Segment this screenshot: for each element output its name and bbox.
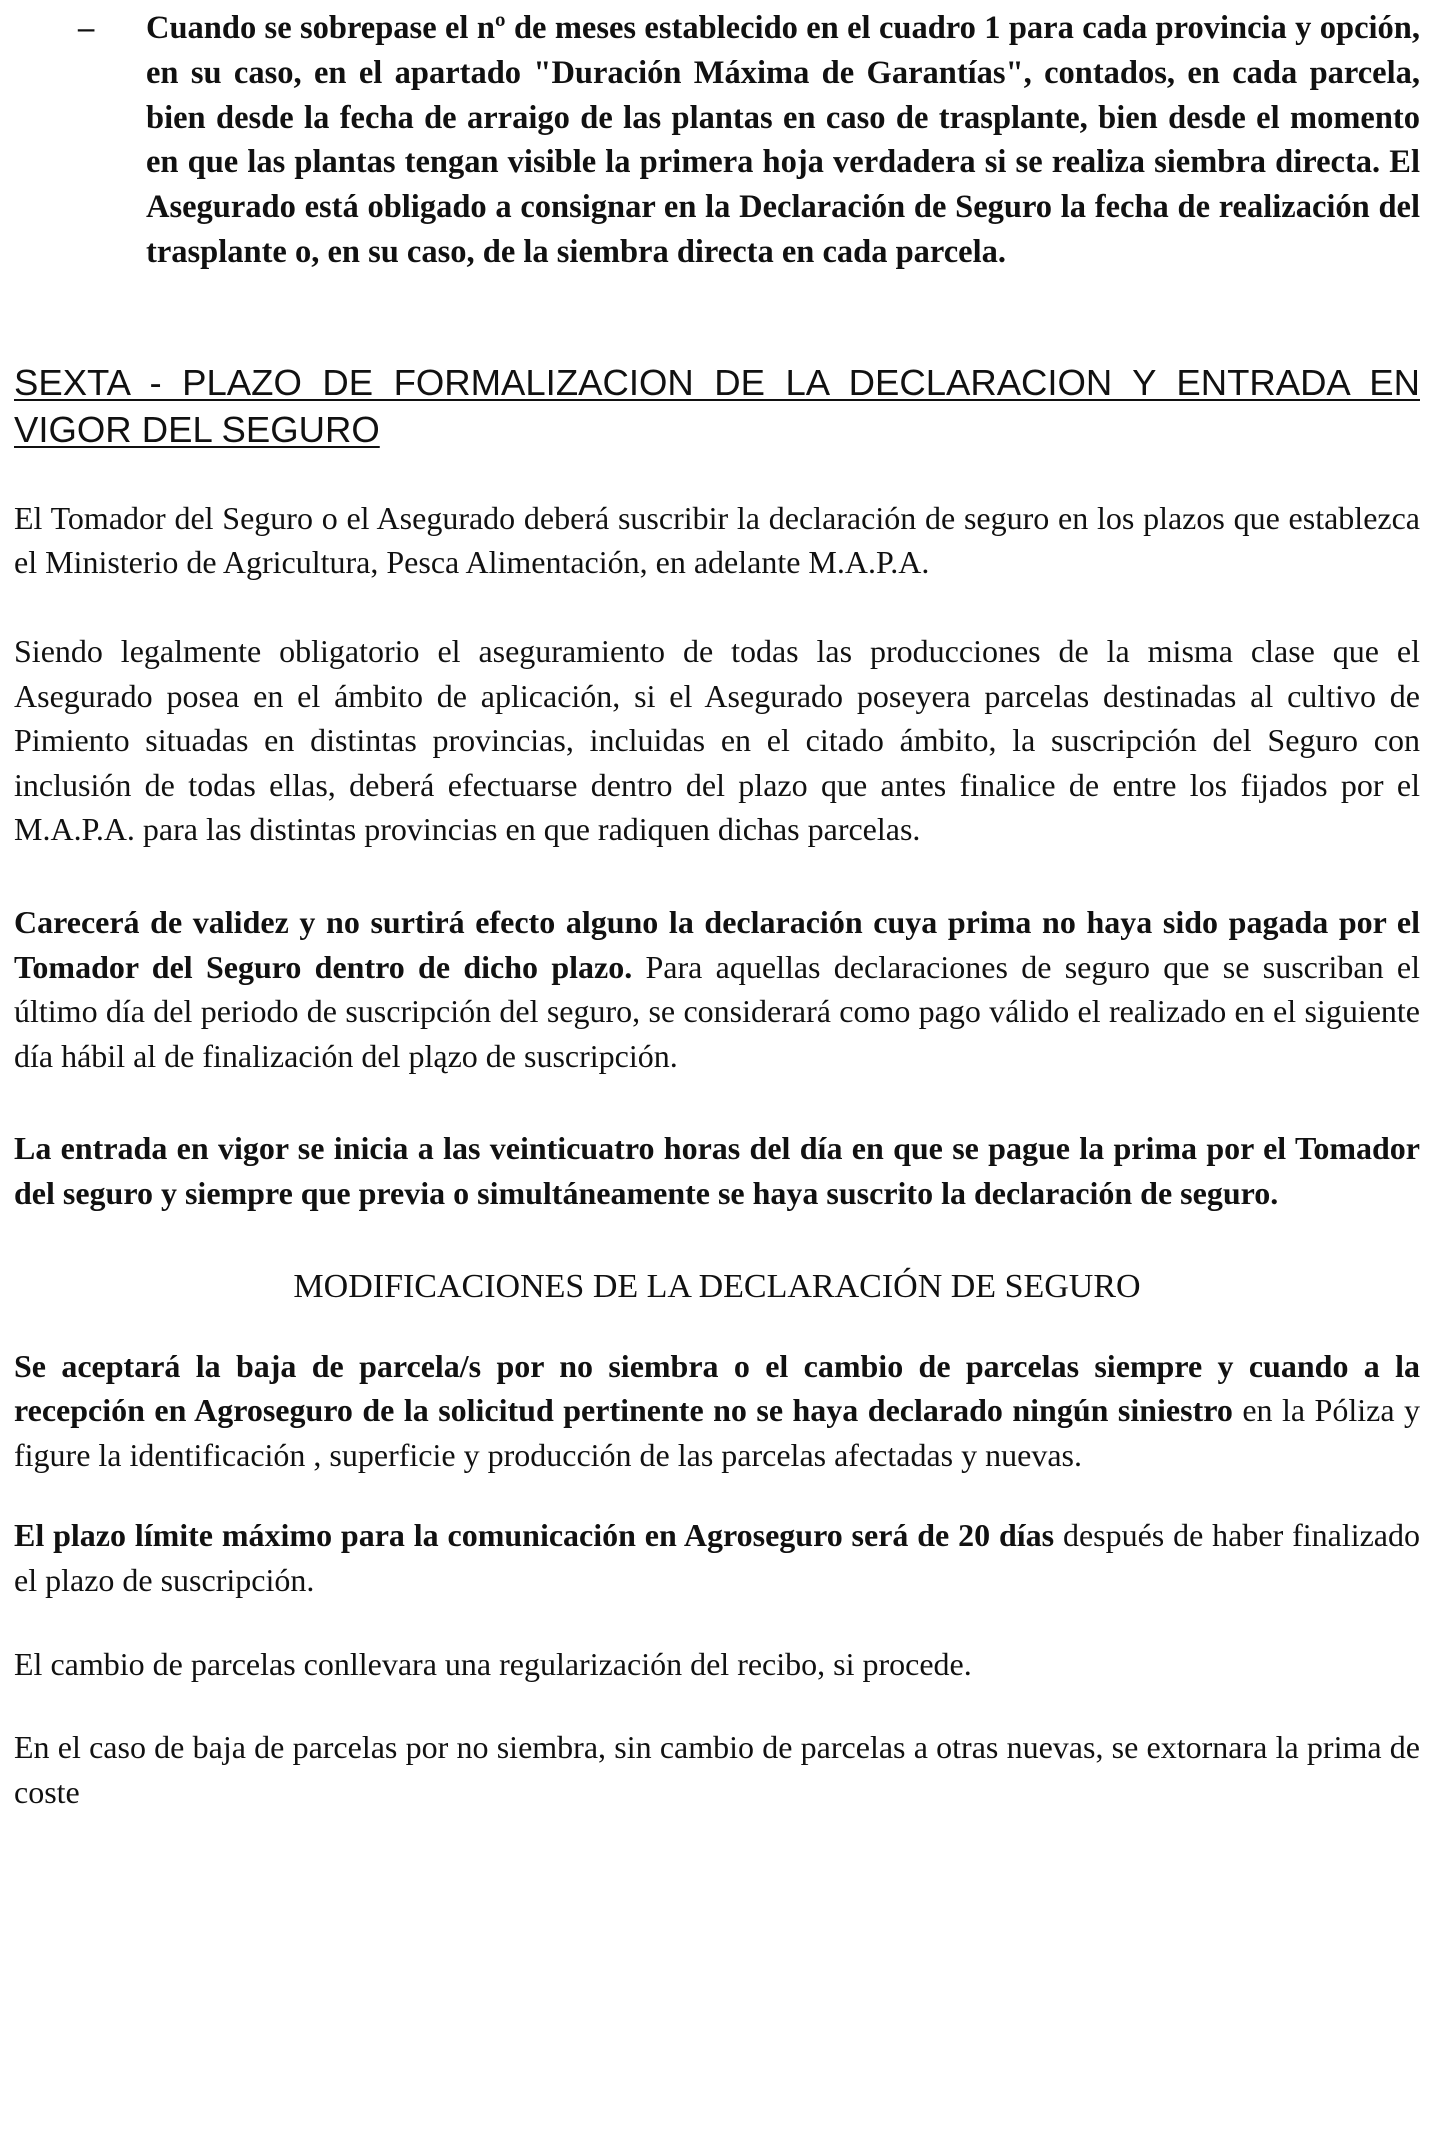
paragraph-cambio-parcelas: El cambio de parcelas conllevara una regularización del recibo, si procede. — [14, 1646, 972, 1683]
paragraph-entrada-vigor — [14, 1126, 1420, 1215]
document-page — [14, 0, 1420, 1814]
bullet-paragraph — [14, 0, 1420, 275]
paragraph-entrada-vigor-bold: La entrada en vigor se inicia a las veinticuatro horas del día en que se pague la prima por el Tomador del seguro y siempre que previa o simultáneamente se haya suscrito la declaración de seguro. — [14, 1130, 1420, 1211]
paragraph-baja-parcelas-rest: en la Póliza y figure la identificación , superficie y producción de las parcelas afectadas y nuevas. — [14, 1392, 1421, 1473]
paragraph-validez-rest: Para aquellas declaraciones de seguro que se suscriban el último día del periodo de suscripción del seguro, se considerará como pago válido el realizado en el siguiente día hábil al de finalización del plązo de suscripción. — [14, 948, 1421, 1074]
paragraph-validez — [14, 900, 1420, 1078]
paragraph-validez-bold: Carecerá de validez y no surtirá efecto alguno la declaración cuya prima no haya sido pagada por el Tomador del Seguro dentro de dicho plazo. — [14, 903, 1420, 985]
paragraph-obligatorio: Siendo legalmente obligatorio el aseguramiento de todas las producciones de la misma clase que el Asegurado posea en el ámbito de aplicación, si el Asegurado poseyera parcelas destinadas al cultivo de Pimiento situadas en distintas provincias, incluidas en el citado ámbito, la suscripción del Seguro con inclusión de todas ellas, deberá efectuarse dentro del plazo que antes finalice de entre los fijados por el M.A.P.A. para las distintas provincias en que radiquen dichas parcelas. — [14, 632, 1420, 848]
subheading-modificaciones: MODIFICACIONES DE LA DECLARACIÓN DE SEGURO — [293, 1267, 1141, 1305]
paragraph-plazo-limite-bold: El plazo límite máximo para la comunicación en Agroseguro será de 20 días — [14, 1517, 1055, 1554]
paragraph-plazo-limite — [14, 1513, 1420, 1602]
bullet-dash: – — [78, 10, 95, 46]
paragraph-baja-parcelas-bold: Se aceptará la baja de parcela/s por no siembra o el cambio de parcelas siempre y cuando a la recepción en Agroseguro de la solicitud pertinente no se haya declarado ningún siniestro — [14, 1347, 1420, 1429]
paragraph-baja-parcelas — [14, 1344, 1420, 1478]
section-heading: SEXTA - PLAZO DE FORMALIZACION DE LA DECLARACION Y ENTRADA EN VIGOR DEL SEGURO — [14, 361, 1420, 450]
paragraph-plazo-limite-rest: después de haber finalizado el plazo de suscripción. — [14, 1517, 1421, 1598]
bullet-text: Cuando se sobrepase el nº de meses establecido en el cuadro 1 para cada provincia y opción, en su caso, en el apartado "Duración Máxima de Garantías", contados, en cada parcela, bien desde la fecha de arraigo de las plantas en caso de trasplante, bien desde el momento en que las plantas tengan visible la primera hoja verdadera si se realiza siembra directa. El Asegurado está obligado a consignar en la Declaración de Seguro la fecha de realización del trasplante o, en su caso, de la siembra directa en cada parcela. — [146, 10, 1420, 270]
paragraph-plazos: El Tomador del Seguro o el Asegurado deberá suscribir la declaración de seguro en los plazos que establezca el Ministerio de Agricultura, Pesca Alimentación, en adelante M.A.P.A. — [14, 499, 1420, 581]
paragraph-extorno: En el caso de baja de parcelas por no siembra, sin cambio de parcelas a otras nuevas, se extornara la prima de coste — [14, 1729, 1420, 1810]
